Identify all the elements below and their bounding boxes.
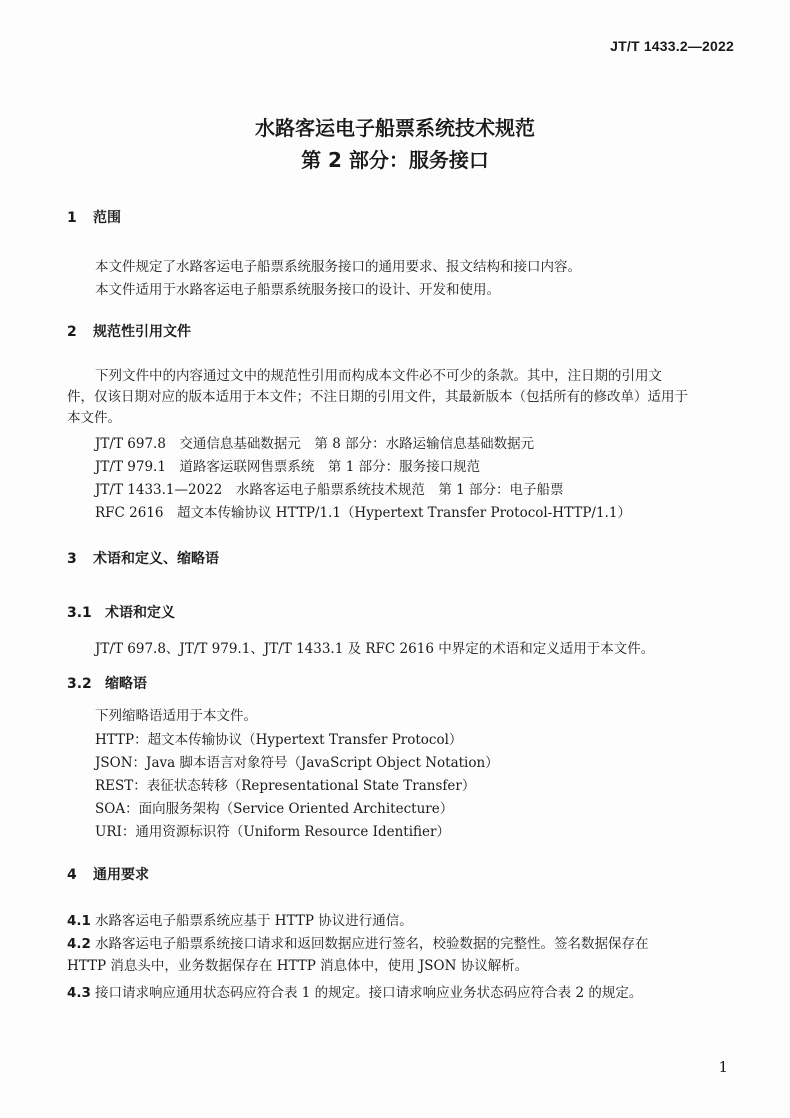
section-number: 1 (67, 210, 77, 226)
clause-text-line-2: HTTP 消息头中，业务数据保存在 HTTP 消息体中，使用 JSON 协议解析。 (67, 958, 529, 974)
standard-number: JT/T 1433.2—2022 (610, 38, 734, 54)
reference-item: RFC 2616 超文本传输协议 HTTP/1.1（Hypertext Transfer Protocol-HTTP/1.1） (95, 505, 631, 521)
section-title: 规范性引用文件 (93, 324, 191, 340)
clause-4-2 (67, 933, 747, 977)
section-title: 缩略语 (105, 676, 147, 692)
reference-list (95, 433, 631, 525)
section-title: 术语和定义、缩略语 (93, 551, 219, 567)
clause-text: 水路客运电子船票系统应基于 HTTP 协议进行通信。 (95, 913, 413, 929)
section-title: 通用要求 (93, 867, 149, 883)
section-title: 范围 (93, 210, 121, 226)
clause-4-1 (67, 910, 747, 932)
abbreviations-intro: 下列缩略语适用于本文件。 (95, 708, 257, 724)
section-1-heading (67, 208, 121, 228)
section-3-heading (67, 549, 219, 569)
reference-item: JT/T 979.1 道路客运联网售票系统 第 1 部分：服务接口规范 (95, 459, 481, 475)
section-number: 3.2 (67, 676, 92, 692)
scope-paragraph-1: 本文件规定了水路客运电子船票系统服务接口的通用要求、报文结构和接口内容。 (95, 259, 581, 275)
page-number: 1 (718, 1058, 728, 1076)
section-number: 3.1 (67, 605, 92, 621)
abbreviation-item: URI：通用资源标识符（Uniform Resource Identifier） (95, 824, 450, 840)
section-number: 2 (67, 324, 77, 340)
title-line-1: 水路客运电子船票系统技术规范 (255, 116, 535, 140)
clause-number: 4.2 (67, 936, 91, 952)
clause-text-line-1: 水路客运电子船票系统接口请求和返回数据应进行签名，校验数据的完整性。签名数据保存在 (95, 936, 649, 952)
section-number: 4 (67, 867, 77, 883)
section-2-heading (67, 322, 191, 342)
terms-definitions-text: JT/T 697.8、JT/T 979.1、JT/T 1433.1 及 RFC 2616 中界定的术语和定义适用于本文件。 (95, 641, 655, 657)
clause-number: 4.1 (67, 913, 91, 929)
abbreviation-item: JSON：Java 脚本语言对象符号（JavaScript Object Notation） (95, 755, 499, 771)
clause-4-3 (67, 982, 747, 1004)
scope-paragraph-2: 本文件适用于水路客运电子船票系统服务接口的设计、开发和使用。 (95, 282, 500, 298)
section-number: 3 (67, 551, 77, 567)
section-3-2-heading (67, 674, 147, 694)
intro-line-1: 下列文件中的内容通过文中的规范性引用而构成本文件必不可少的条款。其中，注日期的引用文 (95, 368, 662, 384)
abbreviation-item: SOA：面向服务架构（Service Oriented Architecture） (95, 801, 454, 817)
section-3-1-heading (67, 603, 175, 623)
clause-text: 接口请求响应通用状态码应符合表 1 的规定。接口请求响应业务状态码应符合表 2 的规定。 (95, 985, 643, 1001)
intro-line-3: 本文件。 (67, 410, 121, 426)
reference-item: JT/T 697.8 交通信息基础数据元 第 8 部分：水路运输信息基础数据元 (95, 436, 535, 452)
reference-item: JT/T 1433.1—2022 水路客运电子船票系统技术规范 第 1 部分：电子船票 (95, 482, 564, 498)
document-title (0, 112, 790, 176)
clause-number: 4.3 (67, 985, 91, 1001)
intro-line-2: 件，仅该日期对应的版本适用于本文件；不注日期的引用文件，其最新版本（包括所有的修改单）适用于 (67, 389, 688, 405)
abbreviation-item: HTTP：超文本传输协议（Hypertext Transfer Protocol） (95, 732, 463, 748)
abbreviation-item: REST：表征状态转移（Representational State Transfer） (95, 778, 476, 794)
title-line-2: 第 2 部分：服务接口 (301, 148, 489, 172)
section-title: 术语和定义 (105, 605, 175, 621)
abbreviation-list (95, 729, 499, 844)
normative-references-intro (67, 366, 739, 429)
section-4-heading (67, 865, 149, 885)
